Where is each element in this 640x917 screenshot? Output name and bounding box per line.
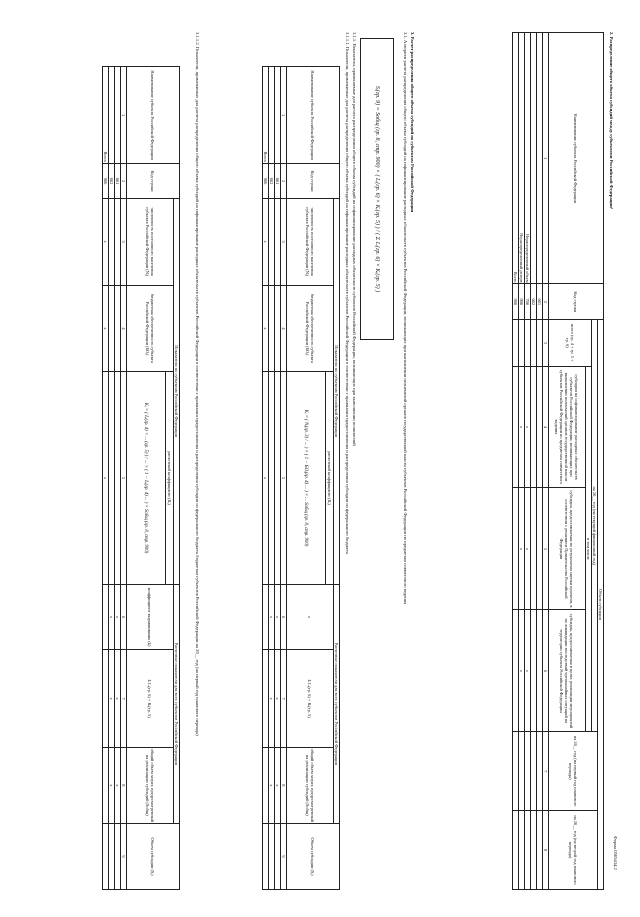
section3-sub3111: 3.1.1.1. Показатели, применяемые для расчета распределения общего объема субсидий на софинансирование расходных обязательств субъектов Российской Федерации в соответствии с правилами предоставления и распределения субсидии из федерального бюджета	[345, 32, 350, 554]
s2-head-b: субсидия, предоставляемая по результатам оценки проектов, в соответствии с решением Правительства Российской Федерации	[549, 488, 586, 610]
table-row: 001 х х х	[275, 67, 281, 890]
s2-colnum: 5	[543, 488, 549, 610]
s2-res-label: Нераспределенный объем	[525, 33, 531, 284]
s2-head-c: субсидия, предоставляемая в целях реализации мероприятий по ликвидации последствий чрезвычайных ситуаций на территории субъекта Российской Федерации	[549, 610, 586, 732]
table-row: Нераспределенный резерв 800 х х х	[519, 33, 525, 890]
s3-head-subject: Наименование субъекта Российской Федерации	[287, 67, 340, 164]
s3b-head-indicators: Показатели по субъектам Российской Федерации	[174, 198, 180, 584]
s3-head-code: Код строки	[287, 164, 340, 199]
s3-head-volume: общий объем затрат, предусмотренный на реализацию субсидий (Sобщ)	[287, 747, 334, 823]
s2-row-code: 002	[531, 284, 537, 320]
s3-coef-formula: Kᵢ = ( Nᵢ(гр. 3) / ... ) × ( 1 − БОᵢ(гр. 4) ... ) × ... Sобщ (гр. 8, стр. 900)	[287, 372, 326, 584]
s2-head-year-current: на 20__ год (на текущий финансовый год)	[592, 320, 598, 732]
s2-colnum: 8	[543, 811, 549, 890]
s3-head-x: х	[287, 584, 334, 650]
s2-head-code: Код строки	[549, 284, 604, 320]
s3-head-sum: Σ Lᵢ(гр. 6) × Kᵢ(гр. 5)	[287, 650, 334, 747]
table-row: Всего 900 х х х	[103, 67, 109, 890]
s2-colnum: 2	[543, 284, 549, 320]
s3-head-calc: Расчетные показатели для всех субъектов Российской Федерации	[334, 584, 340, 823]
section2-table	[512, 32, 604, 890]
table-row: 002 х х х	[269, 67, 275, 890]
s3b-head-code: Код строки	[127, 164, 180, 199]
table-row: 001 х х х	[115, 67, 121, 890]
table-row: Нераспределенный объем 700 х х х	[525, 33, 531, 890]
s2-head-a: субсидии на софинансирование расходных обязательств субъектов Российской Федерации, возникающих при выполнении полномочий органов государственной власти субъектов Российской Федерации по предметам совместного ведения	[549, 366, 586, 488]
section3-title: 3. Расчет распределения общего объема субсидий по субъектам Российской Федерации	[410, 32, 415, 213]
s2-head-year-second: на 20__ год (на второй год планового периода)	[549, 811, 598, 890]
table-row: Всего 900 х х х	[263, 67, 269, 890]
s2-res2-code: 800	[519, 284, 525, 320]
table-row: 002 х х х	[109, 67, 115, 890]
form-code: Форма 0505434.2	[613, 836, 618, 870]
s3-head-result: Объем субсидии (Sᵢ)	[287, 824, 340, 890]
table-row	[531, 33, 537, 890]
s2-head-incl: в том числе	[586, 366, 592, 732]
s2-row-code: 001	[537, 284, 543, 320]
s3b-head-result: Объем субсидии (Sᵢ)	[127, 824, 180, 890]
table-row	[537, 33, 543, 890]
s2-colnum: 4	[543, 366, 549, 488]
s2-total-code: 900	[513, 284, 519, 320]
section3-sub311: 3.1.1. Показатели, применяемые для расчета распределения общего объема субсидий на софинансирование расходных обязательств субъектов Российской Федерации, возникающих при выполнении полномочий	[352, 32, 357, 446]
s3-head-k2: бюджетная обеспеченность субъекта Российской Федерации (БОᵢ)	[287, 285, 334, 372]
section2-title: 2. Распределение общего объема субсидий между субъектами Российской Федерации¹	[609, 32, 614, 210]
s3-head-coef: расчетный коэффициент (Kᵢ)	[326, 372, 334, 584]
s2-total-label: Всего	[513, 33, 519, 284]
section3-table-2: Наименование субъекта Российской Федерации Код строки Показатели по субъектам Российской Федерации Расчетные показатели для всех субъектов Российской Федерации Объем субсидии (Sᵢ) численность постоянного населения субъекта Российской Федерации (Nᵢ) бюджетная обеспеченность субъекта Российской Федерации (БОᵢ) расчетный коэффициент (Kᵢ) коэффициент выравнивания (k) Σ Lᵢ(гр. 6) × Kᵢ(гр. 5) общий объем затрат, предусмотренный на реализацию субсидий (Sобщ) Kᵢ = ( Lᵢ(гр. 4) × ... (гр. 5) ) / ... × ( 1 − Lᵢ(гр. 4) ... ) × Sобщ (гр. 8, стр. 900) 1 2 3 4 5 6 7 8 9 001 х х х 002 х х х Всего 900 х х х	[102, 66, 180, 890]
s3b-head-subject: Наименование субъекта Российской Федерации	[127, 67, 180, 164]
section3-sub3112: 3.1.1.2. Показатели, применяемые для расчета распределения общего объема субсидий на софинансирование расходных обязательств субъектов Российской Федерации в соответствии с правилами предоставления и распределения субсидии из федерального бюджета бюджетам субъектов Российской Федерации на 20__ год (на первый год планового периода)	[195, 32, 200, 736]
s3b-head-calc: Расчетные показатели для всех субъектов Российской Федерации	[174, 584, 180, 823]
s2-head-volume: Объем субсидии	[598, 320, 604, 890]
s2-head-total: всего (гр. 4 + гр. 5 + гр. 6)	[549, 320, 592, 366]
s2-colnum: 6	[543, 610, 549, 732]
s2-head-year-next: на 20__ год (на первый год планового периода)	[549, 732, 598, 811]
s2-colnum: 7	[543, 732, 549, 811]
main-formula	[360, 38, 394, 340]
s2-colnum: 3	[543, 320, 549, 366]
s2-head-subject: Наименование субъекта Российской Федерации	[549, 33, 604, 284]
s3b-coef-formula: Kᵢ = ( Lᵢ(гр. 4) × ... (гр. 5) ) / ... × ( 1 − Lᵢ(гр. 4) ... ) × Sобщ (гр. 8, стр. 900)	[127, 372, 166, 584]
section3-table-1: Наименование субъекта Российской Федерации Код строки Показатели по субъектам Российской Федерации Расчетные показатели для всех субъектов Российской Федерации Объем субсидии (Sᵢ) численность постоянного населения субъекта Российской Федерации (Nᵢ) бюджетная обеспеченность субъекта Российской Федерации (БОᵢ) расчетный коэффициент (Kᵢ) х Σ Lᵢ(гр. 6) × Kᵢ(гр. 5) общий объем затрат, предусмотренный на реализацию субсидий (Sобщ) Kᵢ = ( Nᵢ(гр. 3) / ... ) × ( 1 − БОᵢ(гр. 4) ... ) × ... Sобщ (гр. 8, стр. 900) 1 2 3 4 5 6 7 8 9 001 х х х 002 х х х Всего 900 х х х	[262, 66, 340, 890]
s3-head-indicators: Показатели по субъектам Российской Федерации	[334, 198, 340, 584]
s2-res-code: 700	[525, 284, 531, 320]
main-formula-text: Sᵢ(гр. 9) = Sобщ (гр. 8, стр. 900) × ( Lᵢ(гр. 6) × Kᵢ(гр. 5) ) / ( Σ Lᵢ(гр. 6) × Kᵢ(гр. 5) )	[374, 85, 380, 293]
s2-colnum: 1	[543, 33, 549, 284]
s3-head-k1: численность постоянного населения субъекта Российской Федерации (Nᵢ)	[287, 198, 334, 285]
table-row	[513, 33, 519, 890]
section3-sub31: 3.1. Алгоритм расчета распределения общего объема субсидий на софинансирование расходных обязательств субъектов Российской Федерации, возникающих при выполнении полномочий органов государственной власти субъектов Российской Федерации по предметам совместного ведения	[403, 32, 408, 605]
s2-res2-label: Нераспределенный резерв	[519, 33, 525, 284]
